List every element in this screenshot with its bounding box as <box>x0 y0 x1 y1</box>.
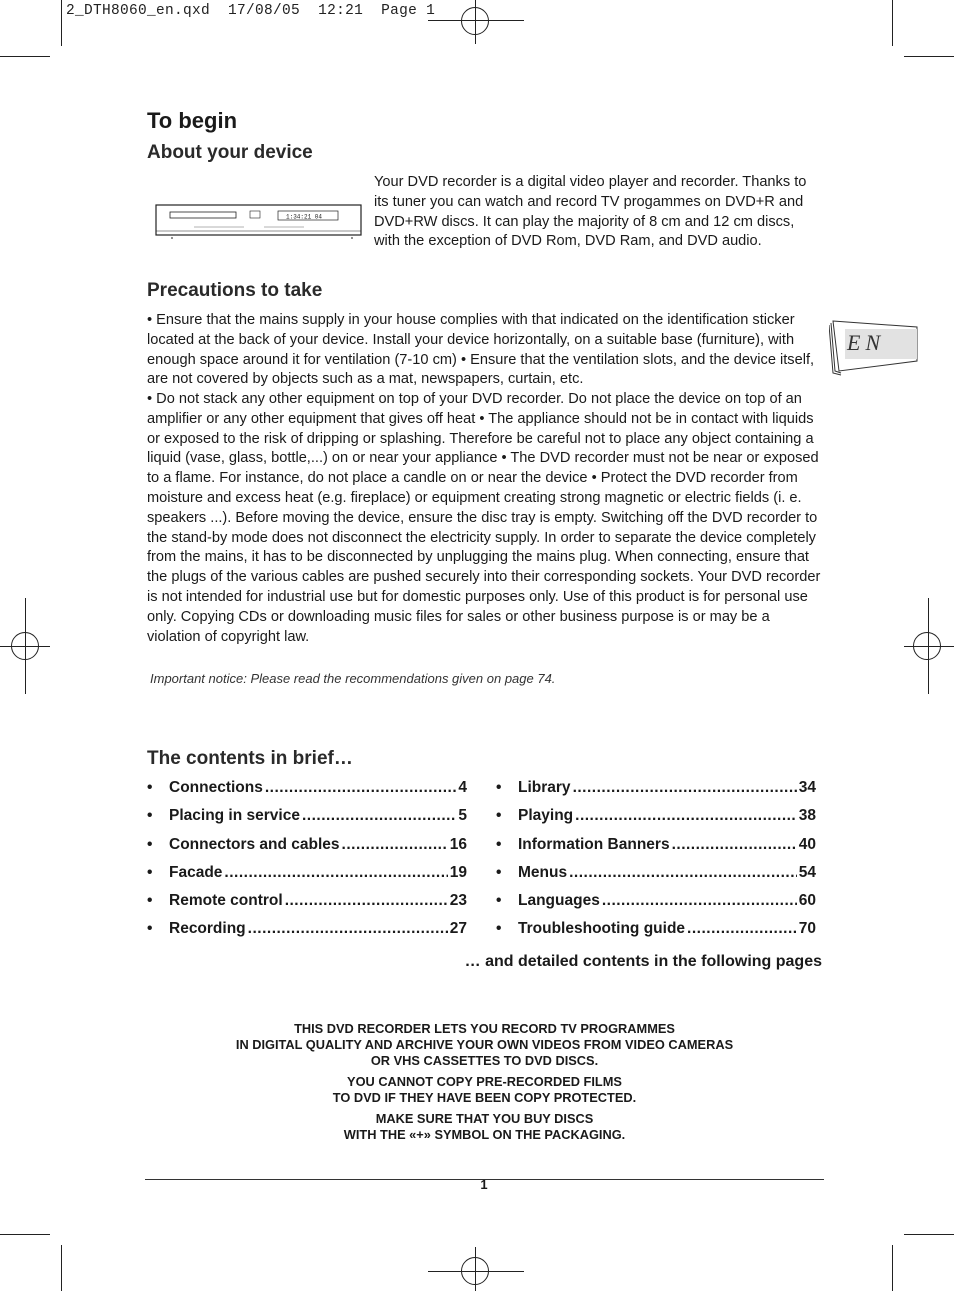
toc-page: 4 <box>458 779 467 796</box>
toc-label: Recording <box>169 920 246 938</box>
precautions-heading: Precautions to take <box>147 280 323 301</box>
toc-item-recording[interactable] <box>147 918 467 946</box>
slug-time: 12:21 <box>318 3 364 19</box>
contents-list-left <box>147 777 467 947</box>
bullet: • <box>496 835 502 853</box>
bullet: • <box>496 863 502 881</box>
bullet: • <box>147 920 153 938</box>
notice-line: OR VHS CASSETTES TO DVD DISCS. <box>370 1053 599 1068</box>
dvd-recorder-illustration <box>154 203 364 239</box>
toc-label: Remote control <box>169 892 283 910</box>
page-title: To begin <box>147 108 238 133</box>
toc-page: 54 <box>798 863 816 881</box>
toc-item-languages[interactable] <box>496 890 816 918</box>
toc-page: 70 <box>798 920 816 938</box>
bullet: • <box>496 920 502 938</box>
toc-page: 38 <box>798 807 816 825</box>
notice-line: TO DVD IF THEY HAVE BEEN COPY PROTECTED. <box>332 1090 637 1105</box>
about-text: Your DVD recorder is a digital video player and recorder. Thanks to its tuner you can watch and record TV progammes on DVD+R and DVD+RW discs. It can play the majority of 8 cm and 12 cm discs, with the exception of DVD Rom, DVD Ram, and DVD audio. <box>374 174 807 250</box>
toc-item-playing[interactable] <box>496 805 816 833</box>
important-notice: Important notice: Please read the recommendations given on page 74. <box>150 671 556 686</box>
toc-item-connections[interactable] <box>147 777 467 805</box>
slug-page: Page 1 <box>381 3 436 19</box>
toc-item-placing-in-service[interactable] <box>147 805 467 833</box>
toc-page: 23 <box>449 892 467 910</box>
notice-line: MAKE SURE THAT YOU BUY DISCS <box>375 1111 594 1126</box>
precautions-paragraph-1: • Ensure that the mains supply in your house complies with that indicated on the identification sticker located at the back of your device. Install your device horizontally, on a suitable base (furniture), with enough space around it for ventilation (7-10 cm) • Ensure that the ventilation slots, and the device itself, are not covered by objects such as a mat, newspapers, curtain, etc. <box>147 312 815 388</box>
device-display-readout: 1:34:21 04 <box>286 213 323 221</box>
toc-label: Information Banners <box>518 835 670 853</box>
print-slug <box>66 3 435 19</box>
detailed-contents-note: … and detailed contents in the following pages <box>464 953 822 970</box>
toc-page: 19 <box>449 863 467 881</box>
notice-line: YOU CANNOT COPY PRE-RECORDED FILMS <box>347 1074 622 1089</box>
toc-page: 5 <box>458 807 467 825</box>
toc-page: 16 <box>449 835 467 853</box>
bullet: • <box>496 892 502 910</box>
contents-heading: The contents in brief… <box>147 748 353 769</box>
bullet: • <box>147 779 153 796</box>
toc-label: Languages <box>518 892 600 910</box>
toc-page: 27 <box>449 920 467 938</box>
notice-line: THIS DVD RECORDER LETS YOU RECORD TV PROGRAMMES <box>294 1021 675 1036</box>
toc-item-connectors-and-cables[interactable] <box>147 834 467 862</box>
slug-date: 17/08/05 <box>228 3 301 19</box>
about-heading: About your device <box>147 142 313 163</box>
toc-label: Playing <box>518 807 574 825</box>
bullet: • <box>496 807 502 825</box>
toc-page: 34 <box>798 779 816 796</box>
toc-item-menus[interactable] <box>496 862 816 890</box>
notice-copy-protection <box>147 1074 822 1106</box>
toc-label: Connectors and cables <box>169 835 340 853</box>
language-tab-label: EN <box>847 330 886 355</box>
notice-line: IN DIGITAL QUALITY AND ARCHIVE YOUR OWN VIDEOS FROM VIDEO CAMERAS <box>235 1037 734 1052</box>
toc-page: 60 <box>798 892 816 910</box>
toc-item-information-banners[interactable] <box>496 834 816 862</box>
toc-label: Troubleshooting guide <box>518 920 686 938</box>
notice-line: WITH THE «+» SYMBOL ON THE PACKAGING. <box>343 1127 626 1142</box>
bullet: • <box>147 863 153 881</box>
contents-list-right <box>496 777 816 947</box>
page-number: 1 <box>480 1177 488 1192</box>
notice-recording-capabilities <box>147 1021 822 1069</box>
toc-item-remote-control[interactable] <box>147 890 467 918</box>
toc-label: Menus <box>518 863 568 881</box>
toc-item-facade[interactable] <box>147 862 467 890</box>
notice-buy-plus-discs <box>147 1111 822 1143</box>
toc-item-library[interactable] <box>496 777 816 805</box>
toc-label: Library <box>518 779 571 796</box>
toc-label: Connections <box>169 779 263 796</box>
toc-label: Placing in service <box>169 807 300 825</box>
bullet: • <box>496 779 502 796</box>
toc-label: Facade <box>169 863 223 881</box>
bullet: • <box>147 892 153 910</box>
precautions-paragraph-2: • Do not stack any other equipment on top of your DVD recorder. Do not place the device on top of an amplifier or any other equipment that gives off heat • The appliance should not be in contact with liquids or exposed to the risk of dripping or splashing. Therefore be careful not to place any object containing a liquid (vase, glass, bottle,...) on or near your appliance • The DVD recorder must not be near or exposed to a flame. For instance, do not place a candle on or near the device • Protect the DVD recorder from moisture and excess heat (e.g. fireplace) or equipment creating strong magnetic or electric fields (i. e. speakers ...). Before moving the device, ensure the disc tray is empty. Switching off the DVD recorder to the stand-by mode does not disconnect the electricity supply. In order to separate the device completely from the mains, it has to be disconnected by unplugging the mains plug. When connecting, ensure that the plugs of the various cables are pushed securely into their corresponding sockets. Your DVD recorder is not intended for industrial use but for domestic purposes only. Use of this product is for personal use only. Copying CDs or downloading music files for sales or other business purpose is or may be a violation of copyright law. <box>147 391 821 645</box>
bullet: • <box>147 807 153 825</box>
bullet: • <box>147 835 153 853</box>
toc-item-troubleshooting-guide[interactable] <box>496 918 816 946</box>
slug-file: 2_DTH8060_en.qxd <box>66 3 211 19</box>
toc-page: 40 <box>798 835 816 853</box>
